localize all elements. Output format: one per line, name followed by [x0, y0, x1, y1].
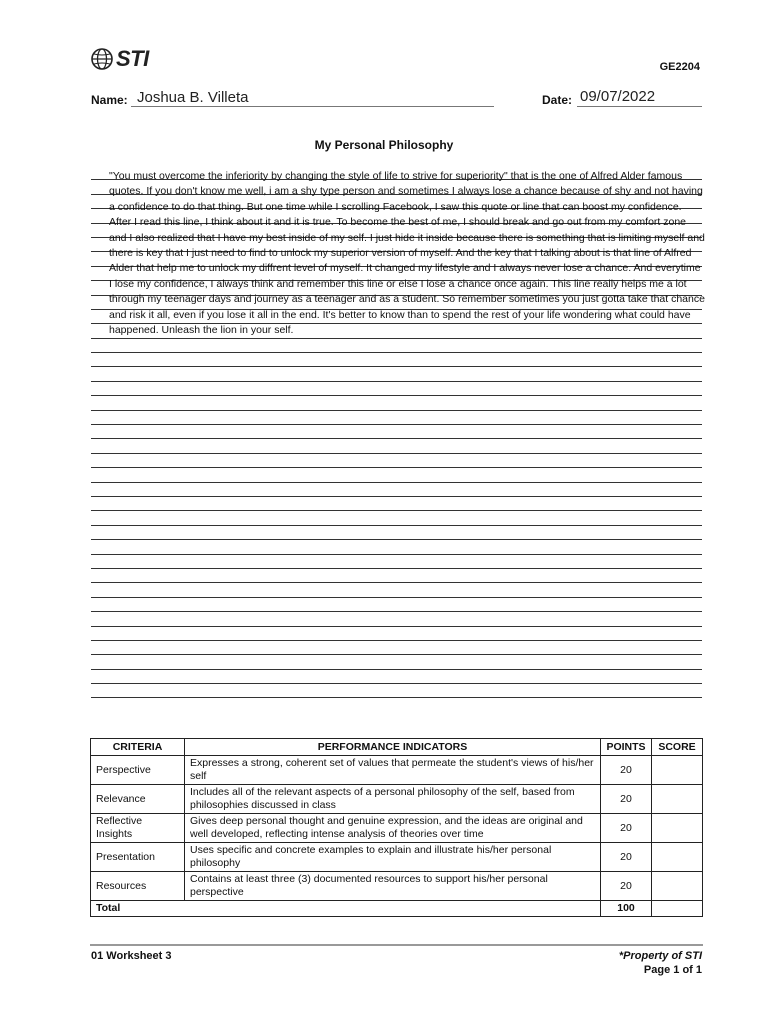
- essay-text-area[interactable]: [109, 169, 705, 338]
- logo-text: STI: [116, 46, 149, 71]
- indicator-cell: Includes all of the relevant aspects of a personal philosophy of the self, based from philosophies discussed in class: [185, 785, 601, 814]
- name-underline: [131, 106, 494, 107]
- sti-logo: [90, 46, 149, 72]
- globe-icon: [90, 47, 114, 71]
- header-indicators: PERFORMANCE INDICATORS: [185, 739, 601, 756]
- rubric-table: [90, 738, 703, 917]
- ruled-line: [91, 411, 702, 425]
- name-field[interactable]: Joshua B. Villeta: [137, 89, 249, 106]
- table-row: [91, 814, 703, 843]
- ruled-line: [91, 569, 702, 583]
- ruled-line: [91, 526, 702, 540]
- ruled-line: [91, 483, 702, 497]
- name-label: Name:: [91, 93, 128, 107]
- ruled-line: [91, 382, 702, 396]
- points-cell: 20: [601, 843, 652, 872]
- points-cell: 20: [601, 814, 652, 843]
- ruled-line: [91, 339, 702, 353]
- ruled-line: [91, 583, 702, 597]
- ruled-line: [91, 655, 702, 669]
- total-points: 100: [601, 901, 652, 917]
- score-cell[interactable]: [652, 785, 703, 814]
- header-score: SCORE: [652, 739, 703, 756]
- total-row: [91, 901, 703, 917]
- course-code: GE2204: [659, 61, 700, 73]
- header-points: POINTS: [601, 739, 652, 756]
- score-cell[interactable]: [652, 843, 703, 872]
- table-row: [91, 843, 703, 872]
- table-row: [91, 872, 703, 901]
- ruled-line: [91, 367, 702, 381]
- footer-divider: [90, 944, 703, 946]
- date-underline: [577, 106, 702, 107]
- ruled-line: [91, 353, 702, 367]
- score-cell[interactable]: [652, 756, 703, 785]
- essay-paragraph: "You must overcome the inferiority by changing the style of life to strive for superiority" that is the one of Alfred Alder famous quotes. If you don't know me well, i am a shy type person and sometimes I always lose a chance because of shy and not having a confidence to do that thing. But one time while I scrolling Facebook, I saw this quote or line that can boost my confidence. After I read this line, I think about it and it is true. To become the best of me, I should break and go out from my comfort zone and I also realized that I have my best inside of my self. I just hide it inside because there is something that is limiting myself and there is key that I just need to find to unlock my superior version of myself. And the key that I talking about is that line of Alfred Alder that help me to unlock my diffrent level of myself. It changed my lifestyle and I always never lose a chance. And everytime I lose my confidence, I always think and remember this line or else I lose a chance once again. This line really helps me a lot through my teenager days and journey as a teenager and as a student. So remember sometimes you just gotta take that chance and risk it all, even if you lose it all in the end. It's better to know than to spend the rest of your life wondering what could have happened. Unleash the lion in your self.: [109, 170, 705, 337]
- indicator-cell: Contains at least three (3) documented resources to support his/her personal perspective: [185, 872, 601, 901]
- header-criteria: CRITERIA: [91, 739, 185, 756]
- ruled-line: [91, 439, 702, 453]
- ruled-line: [91, 627, 702, 641]
- criteria-cell: Presentation: [91, 843, 185, 872]
- ruled-line: [91, 454, 702, 468]
- ruled-line: [91, 468, 702, 482]
- ruled-line: [91, 612, 702, 626]
- date-field[interactable]: 09/07/2022: [580, 88, 656, 105]
- rubric-header-row: [91, 739, 703, 756]
- ruled-line: [91, 497, 702, 511]
- score-cell[interactable]: [652, 872, 703, 901]
- table-row: [91, 785, 703, 814]
- points-cell: 20: [601, 872, 652, 901]
- score-cell[interactable]: [652, 814, 703, 843]
- ruled-line: [91, 511, 702, 525]
- ruled-line: [91, 425, 702, 439]
- date-label: Date:: [542, 93, 573, 107]
- total-score-cell[interactable]: [652, 901, 703, 917]
- criteria-cell: Relevance: [91, 785, 185, 814]
- table-row: [91, 756, 703, 785]
- ruled-line: [91, 396, 702, 410]
- criteria-cell: Perspective: [91, 756, 185, 785]
- footer-page: Page 1 of 1: [643, 964, 702, 976]
- ruled-line: [91, 670, 702, 684]
- criteria-cell: Resources: [91, 872, 185, 901]
- criteria-cell: Reflective Insights: [91, 814, 185, 843]
- indicator-cell: Uses specific and concrete examples to explain and illustrate his/her personal philosophy: [185, 843, 601, 872]
- page-title: My Personal Philosophy: [314, 138, 454, 152]
- ruled-line: [91, 555, 702, 569]
- ruled-line: [91, 598, 702, 612]
- footer-worksheet: 01 Worksheet 3: [91, 950, 172, 962]
- indicator-cell: Gives deep personal thought and genuine expression, and the ideas are original and well developed, reflecting intense analysis of theories over time: [185, 814, 601, 843]
- footer-property: *Property of STI: [618, 950, 702, 962]
- ruled-line: [91, 540, 702, 554]
- total-label: Total: [91, 901, 601, 917]
- points-cell: 20: [601, 756, 652, 785]
- ruled-line: [91, 684, 702, 698]
- ruled-line: [91, 641, 702, 655]
- points-cell: 20: [601, 785, 652, 814]
- indicator-cell: Expresses a strong, coherent set of values that permeate the student's views of his/her self: [185, 756, 601, 785]
